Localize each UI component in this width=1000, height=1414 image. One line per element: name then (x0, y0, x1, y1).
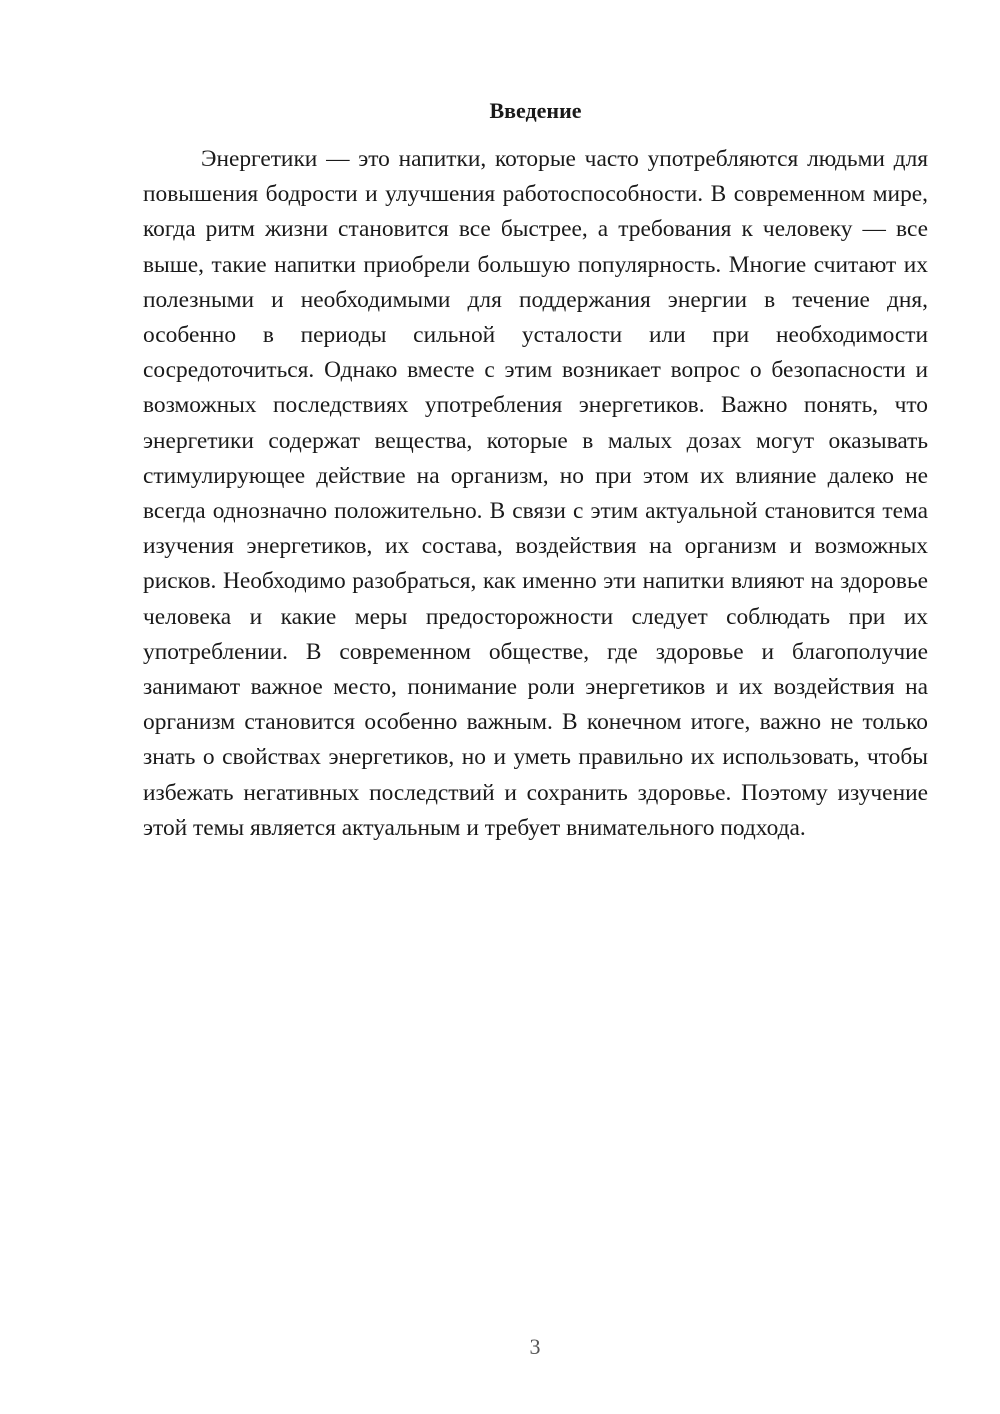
section-heading: Введение (489, 98, 582, 123)
body-paragraph: Энергетики — это напитки, которые часто употребляются людьми для повышения бодрости и улучшения работоспособности. В современном мире, когда ритм жизни становится все быстрее, а требования к человеку — все выше, такие напитки приобрели большую популярность. Многие считают их полезными и необходимыми для поддержания энергии в течение дня, особенно в периоды сильной усталости или при необходимости сосредоточиться. Однако вместе с этим возникает вопрос о безопасности и возможных последствиях употребления энергетиков. Важно понять, что энергетики содержат вещества, которые в малых дозах могут оказывать стимулирующее действие на организм, но при этом их влияние далеко не всегда однозначно положительно. В связи с этим актуальной становится тема изучения энергетиков, их состава, воздействия на организм и возможных рисков. Необходимо разобраться, как именно эти напитки влияют на здоровье человека и какие меры предосторожности следует соблюдать при их употреблении. В современном обществе, где здоровье и благополучие занимают важное место, понимание роли энергетиков и их воздействия на организм становится особенно важным. В конечном итоге, важно не только знать о свойствах энергетиков, но и уметь правильно их использовать, чтобы избежать негативных последствий и сохранить здоровье. Поэтому изучение этой темы является актуальным и требует внимательного подхода. (143, 146, 928, 841)
page-number: 3 (529, 1334, 541, 1359)
